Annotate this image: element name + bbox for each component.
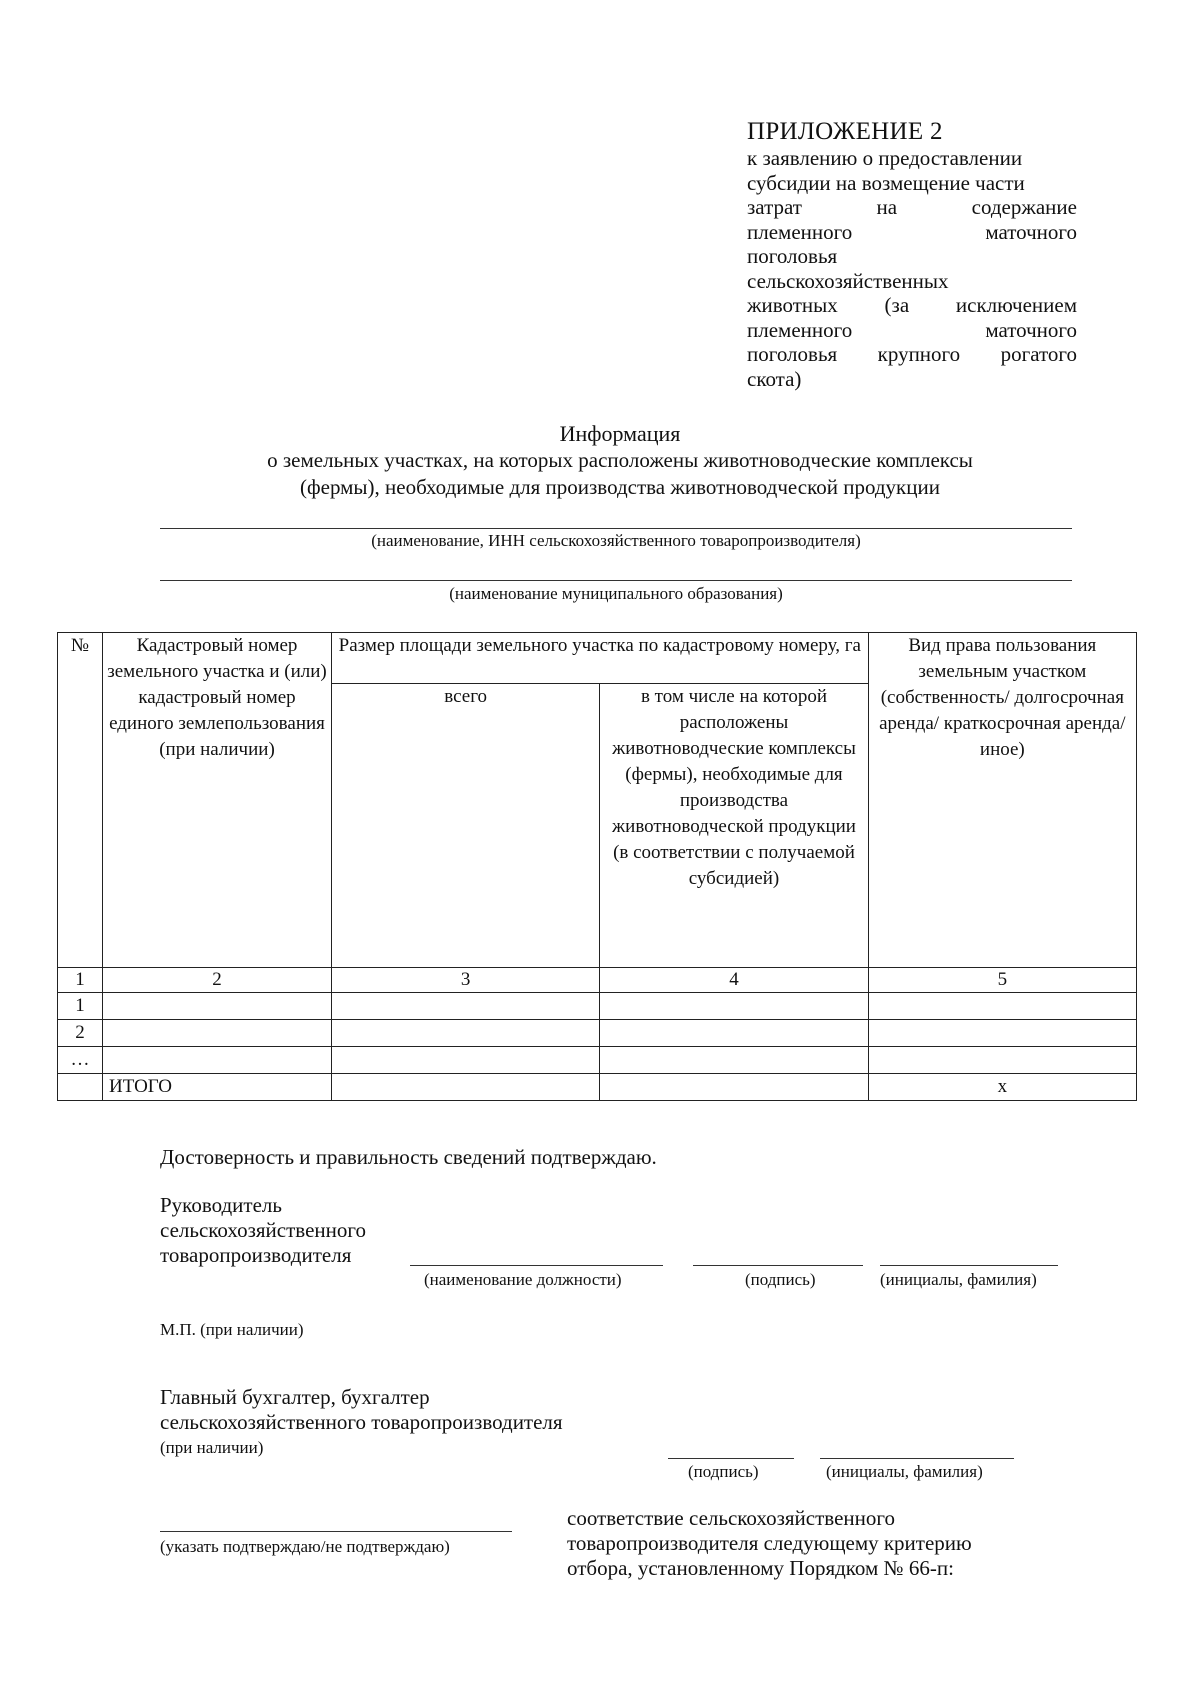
row-no: … (58, 1047, 103, 1074)
accountant-signature-line[interactable] (668, 1458, 794, 1459)
table-header-row (58, 633, 1137, 684)
accountant-name-line[interactable] (820, 1458, 1014, 1459)
appendix-line: к заявлению о предоставлении (747, 146, 1023, 170)
appendix-line: животных (за исключением (747, 293, 1077, 317)
column-number: 2 (103, 968, 332, 993)
position-caption: (наименование должности) (424, 1270, 622, 1289)
heading-title: Информация (559, 421, 681, 446)
stamp-note: М.П. (при наличии) (160, 1320, 304, 1339)
appendix-block (747, 118, 1077, 391)
appendix-title: ПРИЛОЖЕНИЕ 2 (747, 118, 943, 145)
appendix-line: племенного маточного (747, 317, 1077, 342)
column-number: 1 (58, 968, 103, 993)
area-farms-cell[interactable] (600, 1020, 868, 1047)
accountant-name-caption: (инициалы, фамилия) (826, 1462, 983, 1481)
appendix-line: скота) (747, 366, 802, 391)
cadastral-cell[interactable] (103, 993, 332, 1020)
head-signature-caption: (подпись) (745, 1270, 816, 1289)
area-total-cell[interactable] (332, 993, 600, 1020)
column-number: 5 (868, 968, 1136, 993)
accountant-label: Главный бухгалтер, бухгалтер сельскохозяйственного товаропроизводителя (160, 1385, 563, 1434)
producer-field-caption: (наименование, ИНН сельскохозяйственного товаропроизводителя) (371, 531, 861, 550)
head-signature-line[interactable] (693, 1265, 863, 1266)
table-row (58, 1020, 1137, 1047)
column-number: 3 (332, 968, 600, 993)
head-label: Руководитель сельскохозяйственного товаропроизводителя (160, 1193, 366, 1267)
row-no: 1 (58, 993, 103, 1020)
total-row-no (58, 1074, 103, 1101)
total-area-cell[interactable] (332, 1074, 600, 1101)
appendix-line: поголовья крупного рогатого (747, 342, 1077, 366)
criterion-text: соответствие сельскохозяйственного товаропроизводителя следующему критерию отбора, установленному Порядком № 66-п: (567, 1506, 972, 1580)
appendix-line: сельскохозяйственных (747, 268, 949, 293)
criterion-field-line[interactable] (160, 1531, 512, 1532)
table-row (58, 993, 1137, 1020)
head-name-line[interactable] (880, 1265, 1058, 1266)
column-number: 4 (600, 968, 868, 993)
header-area-total: всего (332, 684, 600, 968)
confirmation-text: Достоверность и правильность сведений подтверждаю. (160, 1145, 657, 1169)
land-plots-table (57, 632, 1137, 1101)
right-cell[interactable] (868, 1020, 1136, 1047)
head-name-caption: (инициалы, фамилия) (880, 1270, 1037, 1289)
criterion-caption: (указать подтверждаю/не подтверждаю) (160, 1537, 450, 1556)
table-row (58, 1047, 1137, 1074)
total-right-cell: х (868, 1074, 1136, 1101)
heading-line: (фермы), необходимые для производства животноводческой продукции (300, 475, 940, 499)
heading-line: о земельных участках, на которых расположены животноводческие комплексы (267, 448, 973, 472)
total-row (58, 1074, 1137, 1101)
header-area-group: Размер площади земельного участка по кадастровому номеру, га (332, 633, 869, 684)
area-total-cell[interactable] (332, 1020, 600, 1047)
header-area-farms: в том числе на которой расположены животноводческие комплексы (фермы), необходимые для производства животноводческой продукции (в соответствии с получаемой субсидией) (600, 684, 868, 968)
area-farms-cell[interactable] (600, 993, 868, 1020)
column-numbers-row (58, 968, 1137, 993)
right-cell[interactable] (868, 1047, 1136, 1074)
accountant-note: (при наличии) (160, 1438, 264, 1457)
position-field-line[interactable] (410, 1265, 663, 1266)
header-cadastral: Кадастровый номер земельного участка и (или) кадастровый номер единого землепользования (при наличии) (103, 633, 332, 968)
row-no: 2 (58, 1020, 103, 1047)
cadastral-cell[interactable] (103, 1047, 332, 1074)
appendix-line: субсидии на возмещение части (747, 170, 1025, 195)
appendix-line: поголовья (747, 244, 838, 268)
document-heading (100, 420, 1140, 501)
municipality-field-caption: (наименование муниципального образования) (449, 584, 783, 603)
total-label: ИТОГО (103, 1074, 332, 1101)
accountant-signature-caption: (подпись) (688, 1462, 759, 1481)
appendix-line: затрат на содержание (747, 195, 1077, 219)
header-right: Вид права пользования земельным участком (собственность/ долгосрочная аренда/ краткосрочная аренда/ иное) (868, 633, 1136, 968)
right-cell[interactable] (868, 993, 1136, 1020)
area-farms-cell[interactable] (600, 1047, 868, 1074)
total-farms-cell[interactable] (600, 1074, 868, 1101)
area-total-cell[interactable] (332, 1047, 600, 1074)
header-no: № (58, 633, 103, 968)
municipality-field-line[interactable] (160, 580, 1072, 581)
appendix-line: племенного маточного (747, 219, 1077, 244)
cadastral-cell[interactable] (103, 1020, 332, 1047)
producer-field-line[interactable] (160, 528, 1072, 529)
